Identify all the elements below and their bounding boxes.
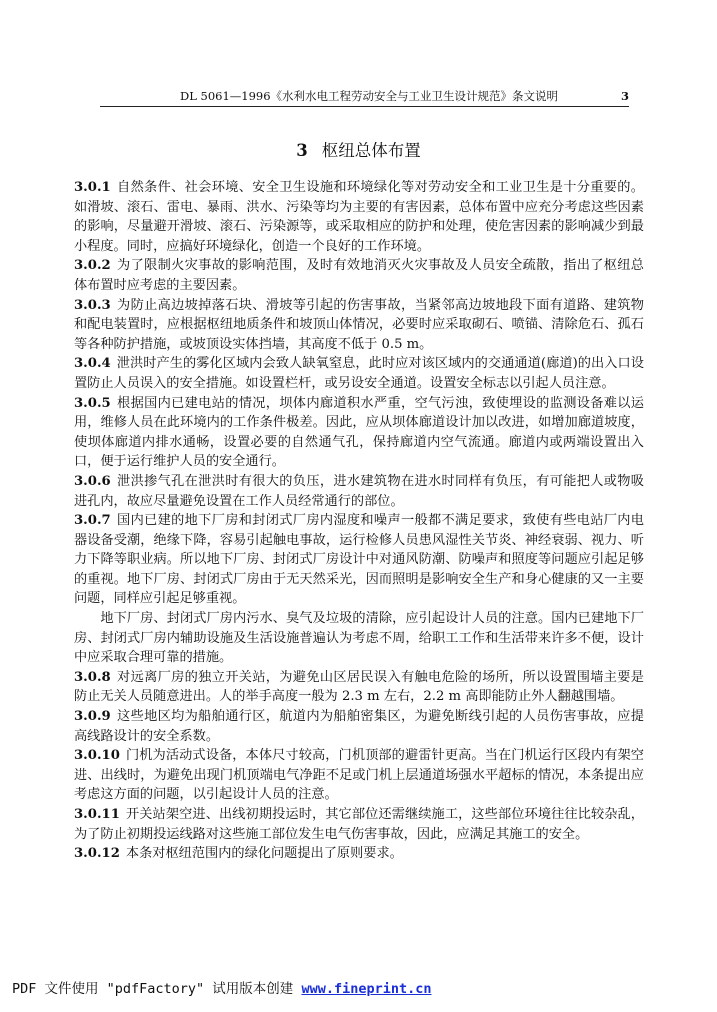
clause-paragraph xyxy=(74,746,644,805)
clause-paragraph xyxy=(74,296,644,355)
clause-text: 为了限制火灾事故的影响范围，及时有效地消灭火灾事故及人员安全疏散，指出了枢纽总体布置时应考虑的主要因素。 xyxy=(74,258,644,293)
clause-number: 3.0.1 xyxy=(74,180,111,195)
clause-number: 3.0.3 xyxy=(74,297,111,313)
clause-number: 3.0.12 xyxy=(74,846,120,862)
section-title-number: 3 xyxy=(296,141,308,160)
pdf-footer xyxy=(12,979,431,999)
document-body xyxy=(74,178,644,864)
page-number: 3 xyxy=(620,89,629,103)
header-text: DL 5061—1996《水利水电工程劳动安全与工业卫生设计规范》条文说明 xyxy=(180,89,559,103)
footer-text: PDF 文件使用 "pdfFactory" 试用版本创建 xyxy=(12,981,302,997)
clause-number: 3.0.6 xyxy=(74,473,111,489)
section-title-text: 枢纽总体布置 xyxy=(321,141,421,160)
clause-paragraph xyxy=(74,178,644,256)
clause-text: 根据国内已建电站的情况，坝体内廊道积水严重，空气污浊，致使埋设的监测设备难以运用，维修人员在此环境内的工作条件极差。因此，应从坝体廊道设计加以改进，如增加廊道坡度，使坝体廊道内排水通畅，设置必要的自然通气孔，保持廊道内空气流通。廊道内或两端设置出入口，便于运行维护人员的安全通行。 xyxy=(74,395,644,470)
page-header xyxy=(100,86,629,107)
clause-paragraph xyxy=(74,354,644,393)
clause-paragraph xyxy=(74,394,644,472)
clause-paragraph xyxy=(74,609,644,668)
clause-text: 泄洪掺气孔在泄洪时有很大的负压，进水建筑物在进水时同样有负压，有可能把人或物吸进孔内，故应尽量避免设置在工作人员经常通行的部位。 xyxy=(74,473,644,509)
clause-paragraph xyxy=(74,256,644,295)
clause-text: 对远离厂房的独立开关站，为避免山区居民误入有触电危险的场所，所以设置围墙主要是防止无关人员随意进出。人的举手高度一般为 2.3 m 左右，2.2 m 高即能防止外人翻越围墙。 xyxy=(74,669,644,705)
footer-link[interactable]: www.fineprint.cn xyxy=(301,981,432,997)
clause-number: 3.0.11 xyxy=(74,807,120,822)
clause-text: 地下厂房、封闭式厂房内污水、臭气及垃圾的清除，应引起设计人员的注意。国内已建地下厂房、封闭式厂房内辅助设施及生活设施普遍认为考虑不周，给职工工作和生活带来许多不便，设计中应采取合理可靠的措施。 xyxy=(74,611,644,666)
clause-number: 3.0.10 xyxy=(74,748,120,764)
clause-paragraph xyxy=(74,472,644,511)
clause-number: 3.0.9 xyxy=(74,709,111,725)
section-title xyxy=(0,138,717,164)
clause-text: 本条对枢纽范围内的绿化问题提出了原则要求。 xyxy=(125,846,403,862)
clause-number: 3.0.2 xyxy=(74,258,111,274)
clause-paragraph xyxy=(74,844,644,864)
clause-number: 3.0.7 xyxy=(74,513,111,529)
clause-paragraph xyxy=(74,805,644,844)
clause-text: 门机为活动式设备，本体尺寸较高，门机顶部的避雷针更高。当在门机运行区段内有架空进、出线时，为避免出现门机顶端电气净距不足或门机上层通道场强水平超标的情况，本条提出应考虑这方面的问题，以引起设计人员的注意。 xyxy=(74,748,644,803)
clause-number: 3.0.5 xyxy=(74,395,111,411)
clause-text: 泄洪时产生的雾化区域内会致人缺氧窒息，此时应对该区域内的交通通道(廊道)的出入口设置防止人员误入的安全措施。如设置栏杆，或另设安全通道。设置安全标志以引起人员注意。 xyxy=(74,356,644,391)
clause-paragraph xyxy=(74,511,644,609)
clause-text: 国内已建的地下厂房和封闭式厂房内湿度和噪声一般都不满足要求，致使有些电站厂内电器设备受潮，绝缘下降，容易引起触电事故，运行检修人员患风湿性关节炎、神经衰弱、视力、听力下降等职业病。所以地下厂房、封闭式厂房设计中对通风防潮、防噪声和照度等问题应引起足够的重视。地下厂房、封闭式厂房由于无天然采光，因而照明是影响安全生产和身心健康的又一主要问题，同样应引起足够重视。 xyxy=(74,513,644,607)
clause-paragraph xyxy=(74,707,644,746)
clause-paragraph xyxy=(74,668,644,707)
clause-text: 为防止高边坡掉落石块、滑坡等引起的伤害事故，当紧邻高边坡地段下面有道路、建筑物和配电装置时，应根据枢纽地质条件和坡顶山体情况，必要时应采取砌石、喷锚、清除危石、孤石等各种防护措施，或坡顶设实体挡墙，其高度不低于 0.5 m。 xyxy=(74,297,644,352)
clause-text: 自然条件、社会环境、安全卫生设施和环境绿化等对劳动安全和工业卫生是十分重要的。如滑坡、滚石、雷电、暴雨、洪水、污染等均为主要的有害因素，总体布置中应充分考虑这些因素的影响，尽量避开滑坡、滚石、污染源等，或采取相应的防护和处理，使危害因素的影响减少到最小程度。同时，应搞好环境绿化，创造一个良好的工作环境。 xyxy=(74,180,644,254)
clause-text: 开关站架空进、出线初期投运时，其它部位还需继续施工，这些部位环境往往比较杂乱，为了防止初期投运线路对这些施工部位发生电气伤害事故，因此，应满足其施工的安全。 xyxy=(74,807,644,842)
clause-number: 3.0.8 xyxy=(74,669,111,685)
clause-text: 这些地区均为船舶通行区，航道内为船舶密集区，为避免断线引起的人员伤害事故，应提高线路设计的安全系数。 xyxy=(74,709,644,744)
clause-number: 3.0.4 xyxy=(74,356,111,372)
